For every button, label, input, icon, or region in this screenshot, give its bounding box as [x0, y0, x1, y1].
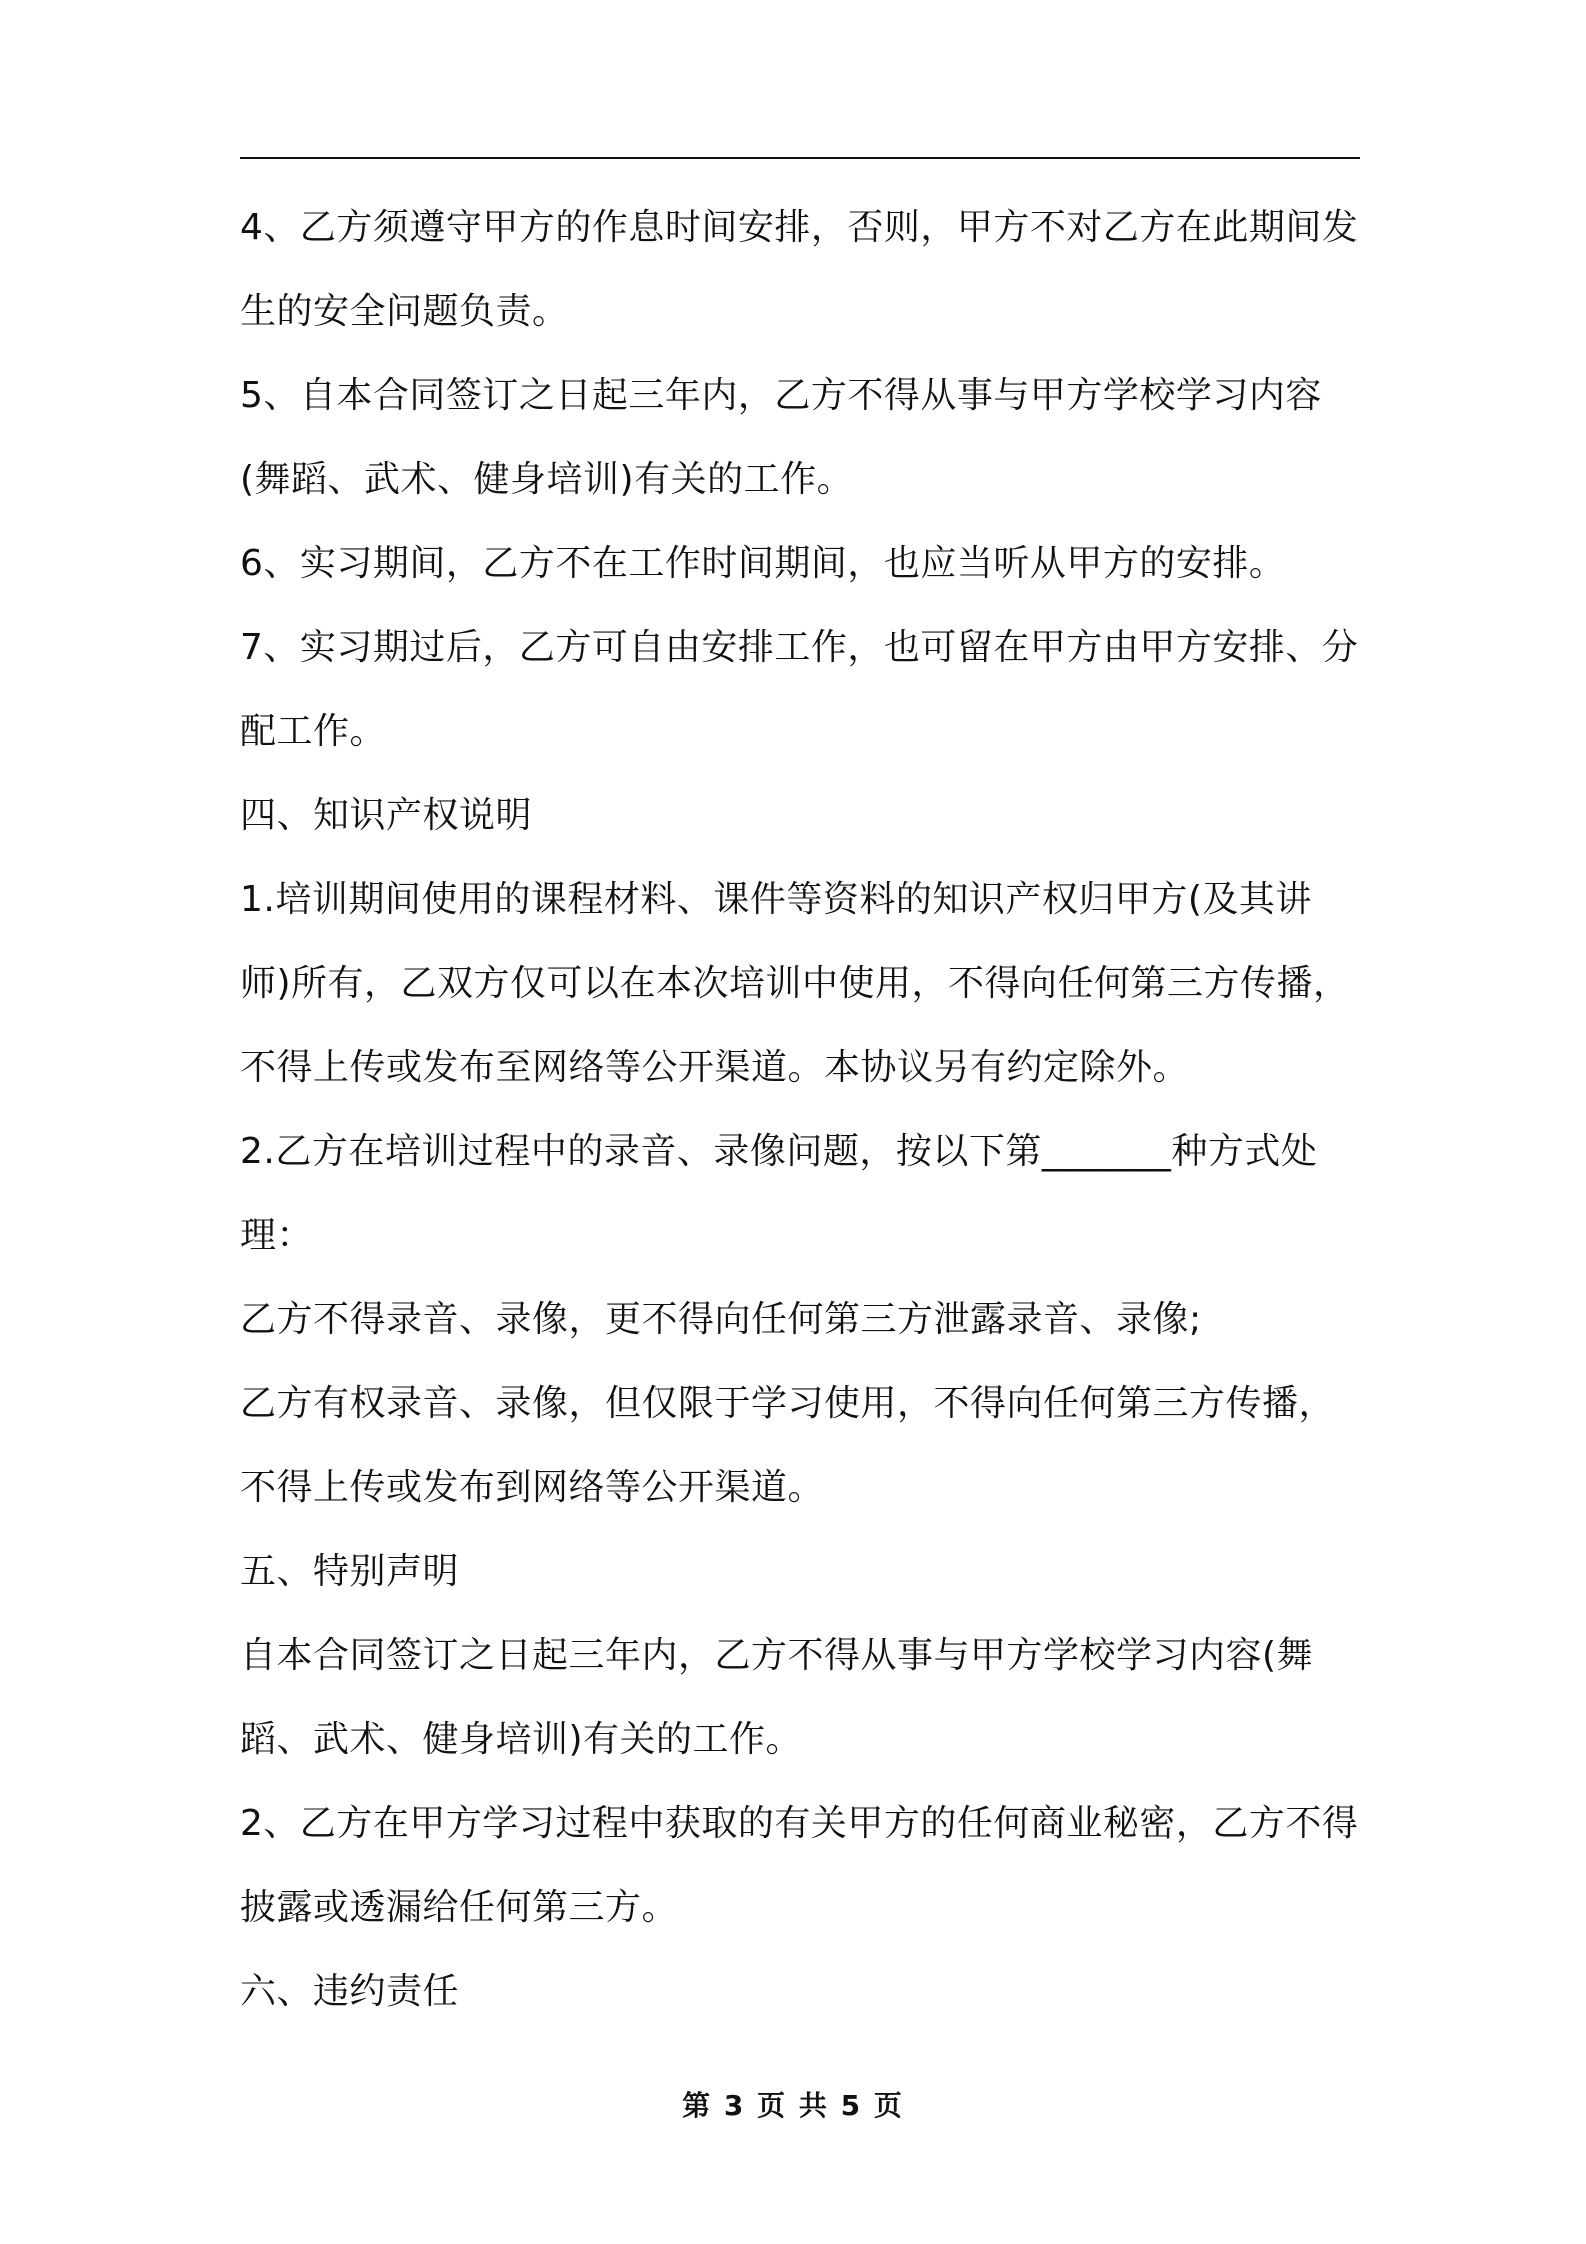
paragraph-clause-5: 5、自本合同签订之日起三年内，乙方不得从事与甲方学校学习内容(舞蹈、武术、健身培训)有关的工作。 [240, 375, 1322, 500]
paragraph-clause-7: 7、实习期过后，乙方可自由安排工作，也可留在甲方由甲方安排、分配工作。 [240, 627, 1359, 752]
section-heading-special: 五、特别声明 [240, 1551, 460, 1592]
section-heading-liability: 六、违约责任 [240, 1971, 460, 2012]
paragraph-special-1: 自本合同签订之日起三年内，乙方不得从事与甲方学校学习内容(舞蹈、武术、健身培训)有关的工作。 [240, 1635, 1314, 1760]
paragraph-ip-option-a: 乙方不得录音、录像，更不得向任何第三方泄露录音、录像; [240, 1299, 1202, 1340]
paragraph-clause-4: 4、乙方须遵守甲方的作息时间安排，否则，甲方不对乙方在此期间发生的安全问题负责。 [240, 207, 1359, 332]
document-body [240, 186, 1360, 2034]
paragraph-special-2: 2、乙方在甲方学习过程中获取的有关甲方的任何商业秘密，乙方不得披露或透漏给任何第三方。 [240, 1803, 1359, 1928]
section-heading-ip: 四、知识产权说明 [240, 795, 533, 836]
page-number: 第 3 页 共 5 页 [682, 2089, 904, 2122]
paragraph-ip-option-b: 乙方有权录音、录像，但仅限于学习使用，不得向任何第三方传播，不得上传或发布到网络等公开渠道。 [240, 1383, 1336, 1508]
header-rule [240, 157, 1360, 159]
paragraph-ip-1: 1.培训期间使用的课程材料、课件等资料的知识产权归甲方(及其讲师)所有，乙双方仅可以在本次培训中使用，不得向任何第三方传播，不得上传或发布至网络等公开渠道。本协议另有约定除外。 [240, 879, 1350, 1088]
paragraph-clause-6: 6、实习期间，乙方不在工作时间期间，也应当听从甲方的安排。 [240, 543, 1286, 584]
paragraph-ip-2: 2.乙方在培训过程中的录音、录像问题，按以下第_______种方式处理： [240, 1131, 1318, 1256]
